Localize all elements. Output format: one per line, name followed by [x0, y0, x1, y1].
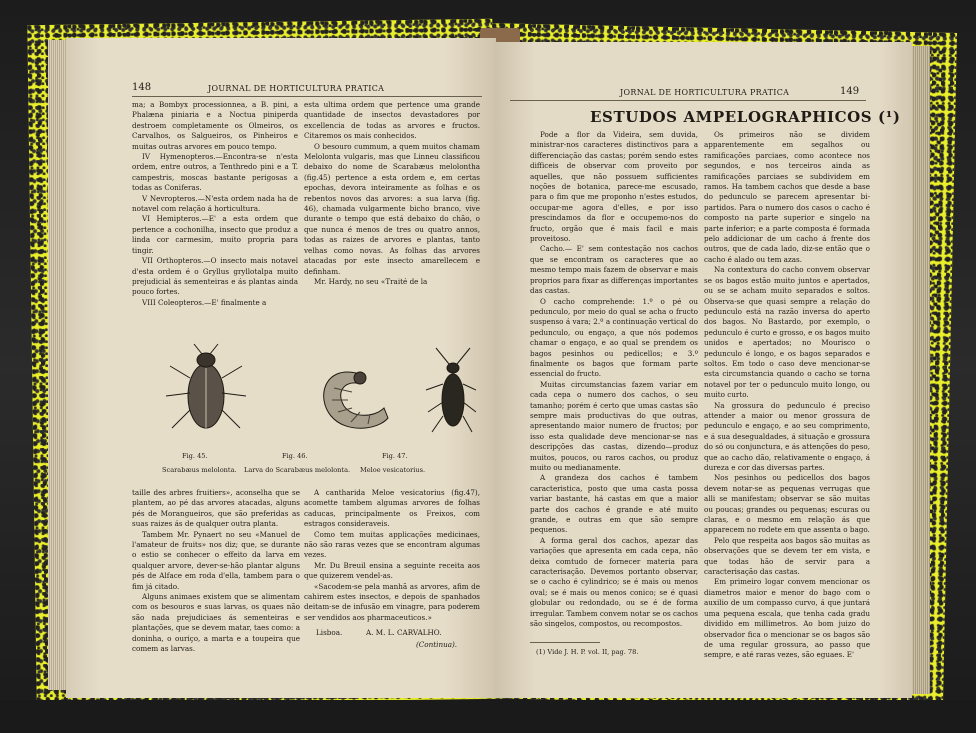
- paragraph: VI Hemipteros.—E' a esta ordem que pertence a cochonilha, insecto que produz a linda cor carmesim, muito propria para tingir.: [132, 214, 298, 255]
- text-column-4: [304, 488, 480, 622]
- paragraph: O cacho comprehende: 1.º o pé ou pedunculo, por meio do qual se acha o fructo suspenso á vara; 2.º a continuação vertical do pedunculo, ou engaço, a que nós podemos chamar o engaço, e ao qual se prendem os bagos pesinhos ou pedicellos; e 3.º finalmente os bagos que formam parte essencial do fructo.: [530, 296, 698, 379]
- paragraph: Na contextura do cacho convem observar se os bagos estão muito juntos e apertados, ou se se acham muito separados e soltos. Observa-se que quasi sempre a relação do pedunculo está na razão inversa do aperto dos bagos. No Bastardo, por exemplo, o pedunculo é curto e grosso, e os bagos muito unidos e apertados; no Mourisco o pedunculo é longo, e os bagos separados e soltos. Em todo o caso deve mencionar-se esta circumstancia quando o cacho se torna notavel por ter o pedunculo muito longo, ou muito curto.: [704, 265, 870, 400]
- figure-caption: Meloe vesicatorius.: [360, 466, 426, 474]
- larva-illustration: [324, 372, 388, 428]
- signature-place: Lisboa.: [316, 628, 343, 637]
- paragraph: Os primeiros não se dividem apparentemente em segalhos ou ramificações parciaes, como acontece nos segundos, e nos terceiros ainda as ramificações parciaes se subdividem em ramos. Ha tambem cachos que desde a base do pedunculo se parecem apresentar bi-partidos. Para o numero dos casos o cacho é composto na parte superior e singelo na parte inferior; e a parte composta é formada pelo addicionar de um cacho á frente dos outros, que de cada lado, diz-se então que o cacho é alado ou tem azas.: [704, 130, 870, 264]
- header-rule: [510, 100, 866, 101]
- article-title: ESTUDOS AMPELOGRAPHICOS (¹): [590, 108, 901, 126]
- header-rule: [132, 96, 482, 97]
- paragraph: VII Orthopteros.—O insecto mais notavel d'esta ordem é o Gryllus gryllotalpa muito prejudicial ás sementeiras e ás plantas ainda pouco fortes.: [132, 256, 298, 297]
- text-column-2: [704, 130, 870, 670]
- paragraph: Cacho.— E' sem contestação nos cachos que se encontram os caracteres que ao mesmo tempo mais fazem de observar e mais proprios para fixar as differenças importantes das castas.: [530, 244, 698, 296]
- footnote: (1) Vide J. H. P. vol. II, pag. 78.: [536, 648, 639, 656]
- paragraph: Em primeiro logar convem mencionar os diametros maior e menor do bago com o auxilio de um compasso curvo, á que juntará uma pequena escala, que tenha cada gradu dividido em millimetros. Ao bom juizo do observador fica o mencionar se os bagos são de uma regular grossura, ao passo que sempre, e até raras vezes, são eguaes. E': [704, 577, 870, 660]
- text-column-3: [132, 488, 300, 658]
- paragraph: A forma geral dos cachos, apezar das variações que apresenta em cada cepa, não deixa comtudo de fornecer materia para caracterisação. Devemos portanto observar, se o cacho é cylindrico; se é mais ou menos oval; se é mais ou menos conico; se é quasi globular ou redondado, ou se é de forma irregular. Tambem convem notar se os cachos são singelos, compostos, ou recompostos.: [530, 535, 698, 629]
- paragraph: IV Hymenopteros.—Encontra-se n'esta ordem, entre outros, a Tenthredo pini e a T. campestris, moscas bastante perigosas a todas as Coniferas.: [132, 152, 298, 193]
- paragraph: A cantharida Meloe vesicatorius (fig.47), acomette tambem algumas arvores de folhas caducas, principalmente os Freixos, com estragos consideraveis.: [304, 488, 480, 529]
- paragraph: «Sacodem-se pela manhã as arvores, afim de cahirem estes insectos, e depois de spanhados deitam-se de infusão em vinagre, para poderem ser vendidos aos pharmaceuticos.»: [304, 581, 480, 622]
- paragraph: Como tem muitas applicações medicinaes, não são raras vezes que se encontram algumas vezes.: [304, 529, 480, 560]
- paragraph: VIII Coleopteros.—E' finalmente a: [142, 297, 267, 307]
- left-page: [66, 38, 496, 698]
- paragraph: ma; a Bombyx processionnea, a B. pini, a Phalæna piniaria e a Noctua piniperda destroem completamente os Olmeiros, os Carvalhos, os Salgueiros, os Pinheiros e muitas outras arvores em pouco tempo.: [132, 100, 298, 151]
- text-column-1: [132, 100, 298, 332]
- running-header: JOURNAL DE HORTICULTURA PRATICA: [208, 84, 385, 93]
- signature-name: A. M. L. CARVALHO.: [366, 628, 442, 637]
- paragraph: V Nevropteros.—N'esta ordem nada ha de notavel com relação á horticultura.: [132, 193, 298, 214]
- text-column-1: [530, 130, 698, 640]
- paragraph: Mr. Hardy, no seu «Traité de la: [314, 276, 428, 286]
- paragraph: Mr. Du Breuil ensina a seguinte receita aos que quizerem vendel-as.: [304, 560, 480, 581]
- figure-label: Fig. 46.: [282, 452, 308, 460]
- continua-note: (Continua).: [416, 640, 458, 649]
- page-number: 148: [132, 82, 152, 93]
- table-surface: [0, 700, 976, 733]
- paragraph: O besouro cummum, a quem muitos chamam Melolonta vulgaris, mas que Linneu classificou debaixo do nome de Scarabæus melolontha (fig.45) pertence a esta ordem e, em certas epochas, devora inteiramente as folhas e os rebentos novos das arvores: a sua larva (fig. 46), chamada vulgarmente bicho branco, vive durante o tempo que está debaixo do chão, o que nunca é menos de tres ou quatro annos, todas as raizes de arvores e plantas, tanto velhas como novas. As folhas das arvores atacadas por este insecto amarellecem e definham.: [304, 141, 480, 276]
- figure-caption: Larva do Scarabæus melolonta.: [244, 466, 351, 474]
- page-stack-left: [48, 40, 68, 690]
- figure-label: Fig. 47.: [382, 452, 408, 460]
- footnote-rule: [530, 642, 600, 643]
- page-number: 149: [840, 86, 860, 97]
- figure-label: Fig. 45.: [182, 452, 208, 460]
- right-page: [494, 42, 912, 698]
- text-column-2: [304, 100, 480, 332]
- paragraph: Pode a flor da Videira, sem duvida, ministrar-nos caracteres distinctivos para a differenciação das castas; porém sendo estes difficeis de observar com proveito por aquelles, que não possuem sufficientes noções de botanica, parece-me escusado, para o fim que me proponho n'estes estudos, occupar-me agora d'elles, e por isso prescindamos da flor e occupemo-nos do fructo, orgão que é mais facil e mais proveitoso.: [530, 130, 698, 244]
- paragraph: Muitas circumstancias fazem variar em cada cepa o numero dos cachos, o seu tamanho; porém é certo que umas castas são sempre mais productivas do que outras, apresentando maior numero de fructos; por isso esta qualidade deve mencionar-se nas descripções das castas, dizendo—produz muitos, poucos, ou raros cachos, ou produz muito ou medianamente.: [530, 379, 698, 472]
- paragraph: Na grossura do pedunculo é preciso attender a maior ou menor grossura de pedunculo e engaço, e ao seu comprimento, e á sua desegualdades, á situação e grossura do só ou conjunctura, e ás attenções do peso, que ao cacho dão, relativamente o engaço, á dureza e cor das diversas partes.: [704, 400, 870, 472]
- paragraph: Alguns animaes existem que se alimentam com os besouros e suas larvas, os quaes não são nada prejudiciaes ás sementeiras e plantações, que se devem matar, taes como: a doninha, o ouriço, a marta e a toupeira que comem as larvas.: [132, 592, 300, 654]
- paragraph: esta ultima ordem que pertence uma grande quantidade de insectos devastadores por excellencia de todas as arvores e fructos. Citaremos os mais conhecidos.: [304, 100, 480, 141]
- insect-illustrations: [156, 338, 476, 448]
- paragraph: Tambem Mr. Pynaert no seu «Manuel de l'amateur de fruits» nos diz; que, se durante o estio se conhecer o effeito da larva em qualquer arvore, dever-se-hão plantar alguns pés de Alface em roda d'ella, tambem para o fim já citado.: [132, 529, 300, 591]
- beetle-illustration: [166, 344, 246, 428]
- paragraph: Nos pesinhos ou pedicellos dos bagos devem notar-se as pequenas verrugas que alli se manifestam; observar se são muitas ou poucas; grandes ou pequenas; escuras ou claras, e o mesmo em relação ás que apparecem no rodete em que assenta o bago.: [704, 473, 870, 535]
- paragraph: taille des arbres fruitiers», aconselha que se plantem, ao pé das arvores atacadas, alguns pés de Morangueiros, que são preferidas as suas raizes ás de qualquer outra planta.: [132, 488, 300, 529]
- figure-caption: Scarabæus melolonta.: [162, 466, 237, 474]
- meloe-illustration: [426, 348, 476, 432]
- paragraph: Pelo que respeita aos bagos são muitas as observações que se devem ter em vista, e que todas hão de servir para a caracterisação das castas.: [704, 535, 870, 577]
- paragraph: A grandeza dos cachos é tambem caracteristica, posto que uma casta possa variar bastante, há castas em que a maior parte dos cachos é grande e até muito grande, e outras em que são sempre pequenos.: [530, 473, 698, 535]
- running-header: JORNAL DE HORTICULTURA PRATICA: [620, 88, 790, 97]
